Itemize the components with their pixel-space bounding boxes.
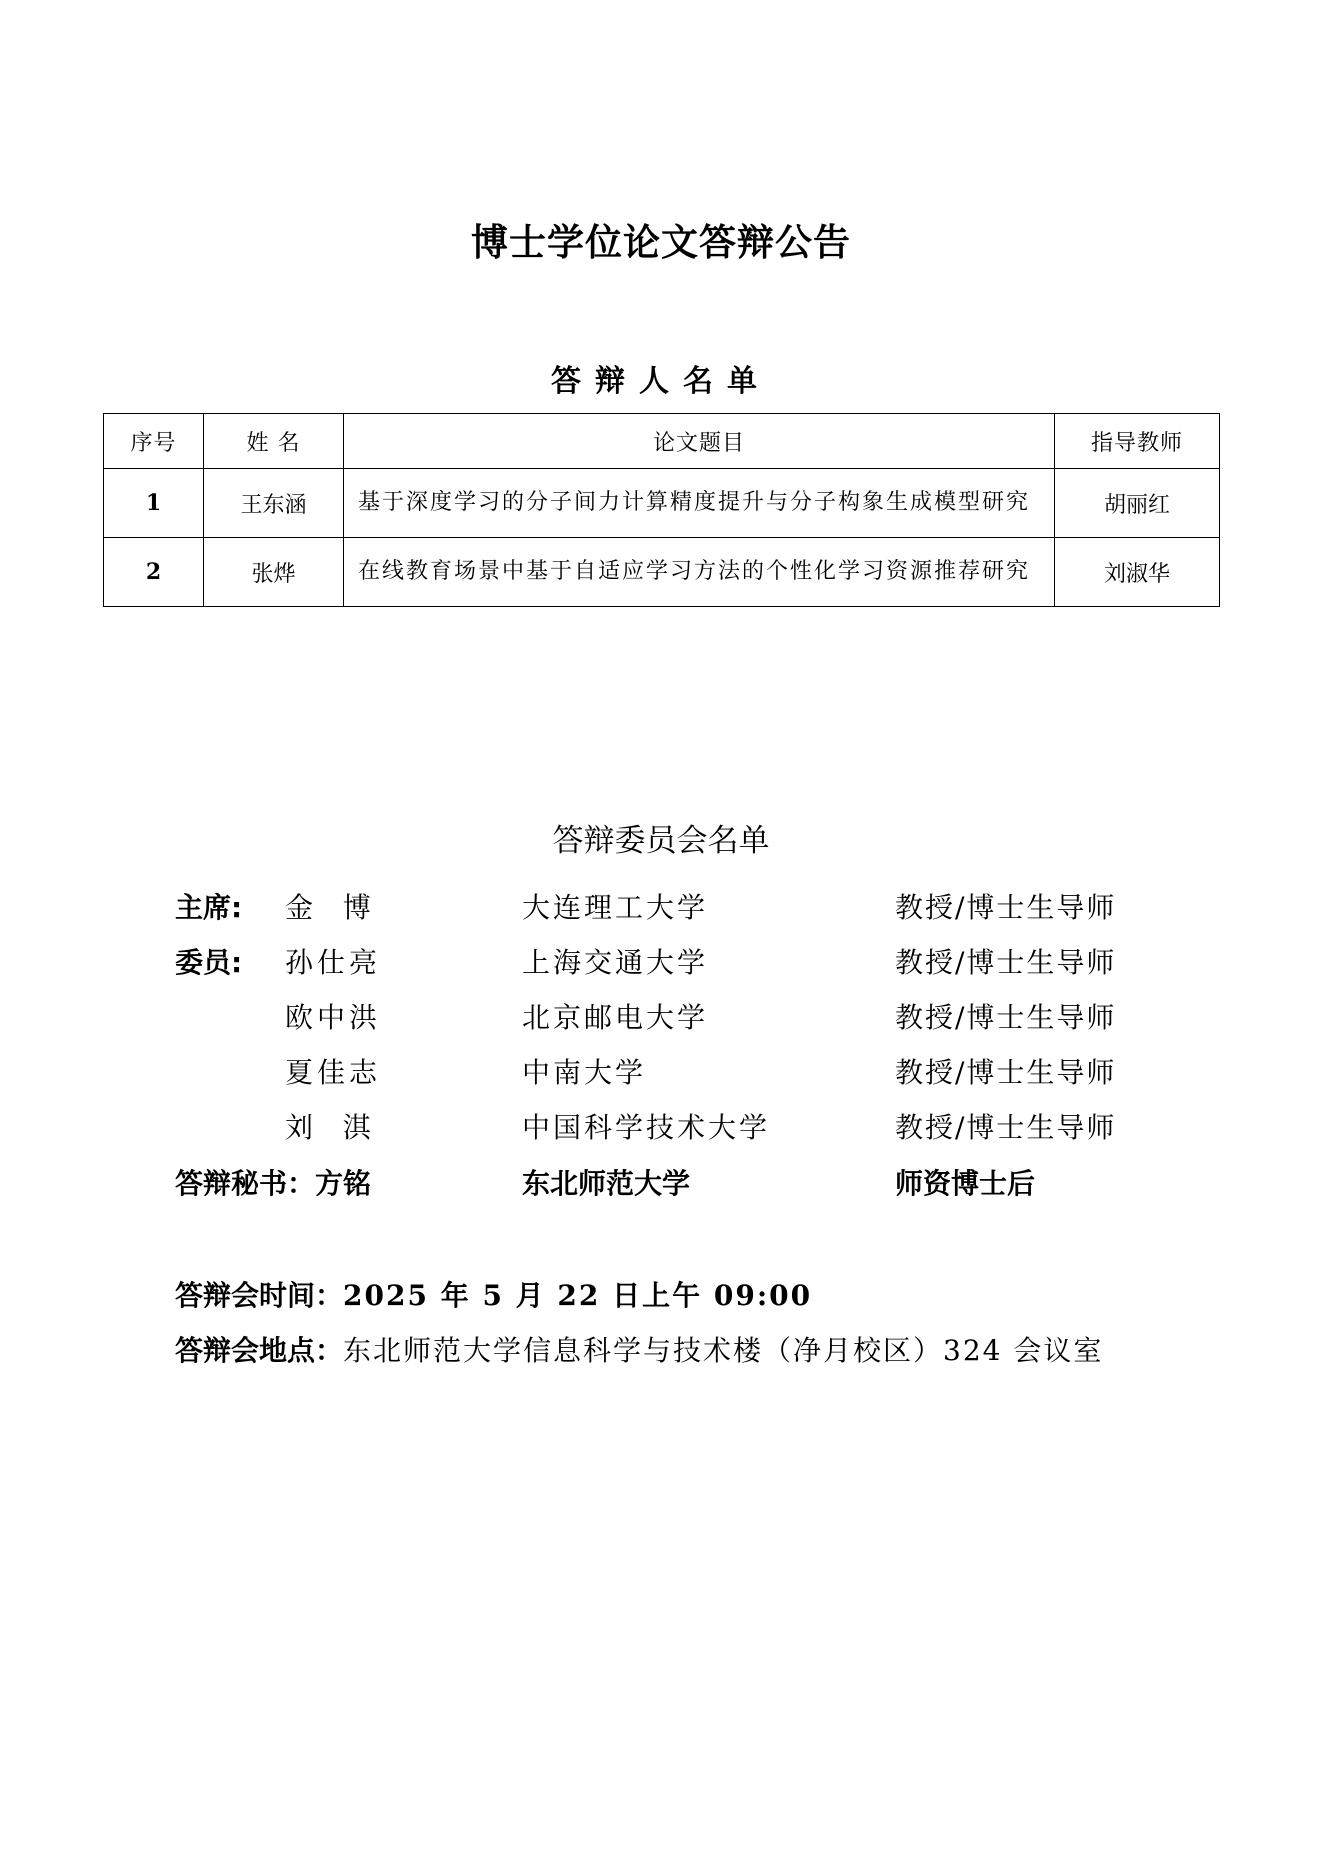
row-advisor: 刘淑华 bbox=[1055, 538, 1220, 607]
member-role: 主席: bbox=[175, 891, 243, 924]
page-title: 博士学位论文答辩公告 bbox=[471, 221, 851, 264]
header-topic: 论文题目 bbox=[344, 414, 1055, 469]
committee-member-row bbox=[0, 943, 1322, 983]
member-org: 大连理工大学 bbox=[522, 891, 709, 924]
member-org: 中国科学技术大学 bbox=[522, 1111, 771, 1144]
row-topic: 在线教育场景中基于自适应学习方法的个性化学习资源推荐研究 bbox=[344, 538, 1055, 607]
table-row bbox=[104, 538, 1220, 607]
table-row bbox=[104, 469, 1220, 538]
member-role: 委员: bbox=[175, 946, 243, 979]
meeting-place-value: 东北师范大学信息科学与技术楼（净月校区）324 会议室 bbox=[343, 1334, 1104, 1367]
committee-title: 答辩委员会名单 bbox=[552, 823, 770, 859]
committee-member-row bbox=[0, 1108, 1322, 1148]
defendants-section-title: 答辩人名单 bbox=[551, 364, 771, 399]
member-org: 北京邮电大学 bbox=[522, 1001, 709, 1034]
member-title: 教授/博士生导师 bbox=[895, 946, 1117, 979]
secretary-label: 答辩秘书：方铭 bbox=[175, 1167, 372, 1200]
meeting-time-value: 2025 年 5 月 22 日上午 09:00 bbox=[343, 1279, 813, 1312]
member-name: 金 博 bbox=[285, 891, 375, 924]
meeting-time bbox=[175, 1276, 812, 1316]
member-title: 教授/博士生导师 bbox=[895, 1056, 1117, 1089]
row-name: 王东涵 bbox=[204, 469, 344, 538]
meeting-time-label: 答辩会时间： bbox=[175, 1279, 344, 1312]
header-name: 姓 名 bbox=[204, 414, 344, 469]
header-advisor: 指导教师 bbox=[1055, 414, 1220, 469]
header-no: 序号 bbox=[104, 414, 204, 469]
member-name: 刘 淇 bbox=[285, 1111, 375, 1144]
defendants-table bbox=[103, 413, 1220, 607]
meeting-place-label: 答辩会地点： bbox=[175, 1334, 344, 1367]
member-title: 教授/博士生导师 bbox=[895, 1111, 1117, 1144]
row-advisor: 胡丽红 bbox=[1055, 469, 1220, 538]
member-org: 中南大学 bbox=[522, 1056, 647, 1089]
row-topic: 基于深度学习的分子间力计算精度提升与分子构象生成模型研究 bbox=[344, 469, 1055, 538]
member-name: 夏佳志 bbox=[285, 1056, 382, 1089]
member-title: 教授/博士生导师 bbox=[895, 891, 1117, 924]
committee-member-row bbox=[0, 1053, 1322, 1093]
table-header-row bbox=[104, 414, 1220, 469]
committee-member-row bbox=[0, 888, 1322, 928]
member-name: 孙仕亮 bbox=[285, 946, 382, 979]
secretary-title: 师资博士后 bbox=[895, 1167, 1036, 1200]
committee-member-row bbox=[0, 998, 1322, 1038]
row-no: 1 bbox=[104, 469, 204, 538]
secretary-org: 东北师范大学 bbox=[522, 1167, 691, 1200]
member-name: 欧中洪 bbox=[285, 1001, 382, 1034]
secretary-row bbox=[0, 1164, 1322, 1204]
member-title: 教授/博士生导师 bbox=[895, 1001, 1117, 1034]
row-name: 张烨 bbox=[204, 538, 344, 607]
row-no: 2 bbox=[104, 538, 204, 607]
meeting-place bbox=[175, 1331, 1103, 1371]
member-org: 上海交通大学 bbox=[522, 946, 709, 979]
